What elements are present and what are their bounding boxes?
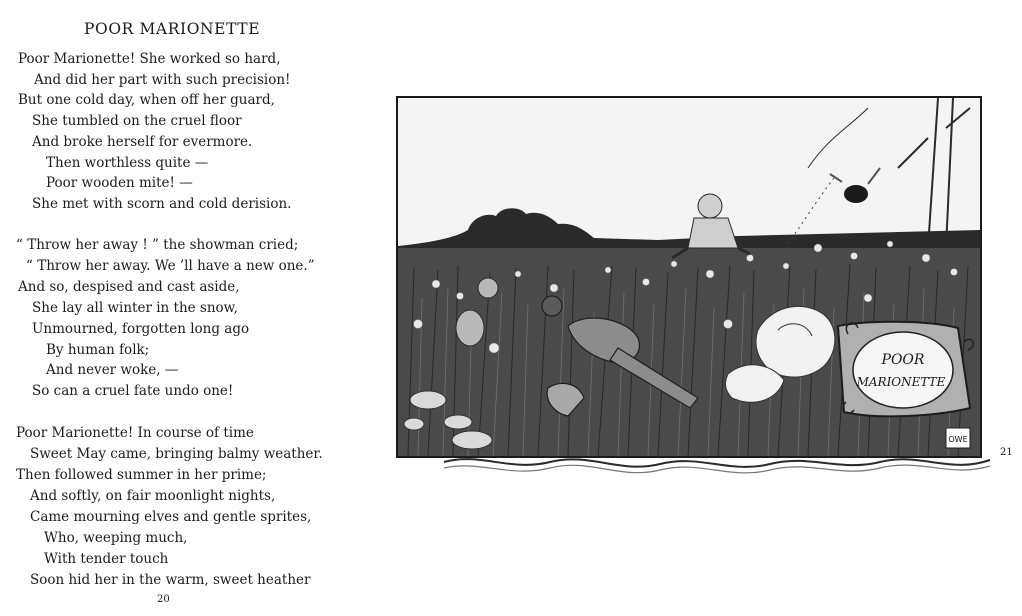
page-number-left: 20 <box>157 594 170 605</box>
poem-line: She lay all winter in the snow, <box>32 300 238 316</box>
poem-line: And did her part with such precision! <box>34 72 291 88</box>
title-plaque <box>838 322 973 417</box>
poem-line: She tumbled on the cruel floor <box>32 113 242 129</box>
poem-line: Poor wooden mite! — <box>46 175 193 191</box>
plaque-line-2: MARIONETTE <box>856 375 946 389</box>
ribbon-border <box>440 446 1000 482</box>
poem-line: Poor Marionette! She worked so hard, <box>18 51 281 67</box>
poem-line: And broke herself for evermore. <box>32 134 253 150</box>
poem-line: Then worthless quite — <box>46 155 209 171</box>
poem-line: “ Throw her away. We ’ll have a new one.” <box>26 258 315 274</box>
meadow-illustration <box>396 96 982 458</box>
poem-line: With tender touch <box>44 551 169 567</box>
poem-line: Poor Marionette! In course of time <box>16 425 254 441</box>
poem-line: Soon hid her in the warm, sweet heather <box>30 572 311 588</box>
poem-line: “ Throw her away ! ” the showman cried; <box>16 237 299 253</box>
poem-line: And so, despised and cast aside, <box>18 279 240 295</box>
monogram-text: OWE <box>948 435 968 444</box>
plaque-line-1: POOR <box>881 352 925 368</box>
poem-line: Unmourned, forgotten long ago <box>32 321 250 337</box>
poem-line: And softly, on fair moonlight nights, <box>30 488 276 504</box>
poem-title: POOR MARIONETTE <box>84 20 261 38</box>
page-number-right: 21 <box>1000 447 1013 458</box>
poem-line: So can a cruel fate undo one! <box>32 383 234 399</box>
poem-line: She met with scorn and cold derision. <box>32 196 292 212</box>
poem-line: Sweet May came, bringing balmy weather. <box>30 446 323 462</box>
poem-line: Then followed summer in her prime; <box>16 467 267 483</box>
poem-line: Who, weeping much, <box>44 530 188 546</box>
artist-monogram <box>946 428 970 448</box>
poem-line: But one cold day, when off her guard, <box>18 92 275 108</box>
poem-line: Came mourning elves and gentle sprites, <box>30 509 312 525</box>
poem-line: By human folk; <box>46 342 150 358</box>
poem-line: And never woke, — <box>46 362 179 378</box>
